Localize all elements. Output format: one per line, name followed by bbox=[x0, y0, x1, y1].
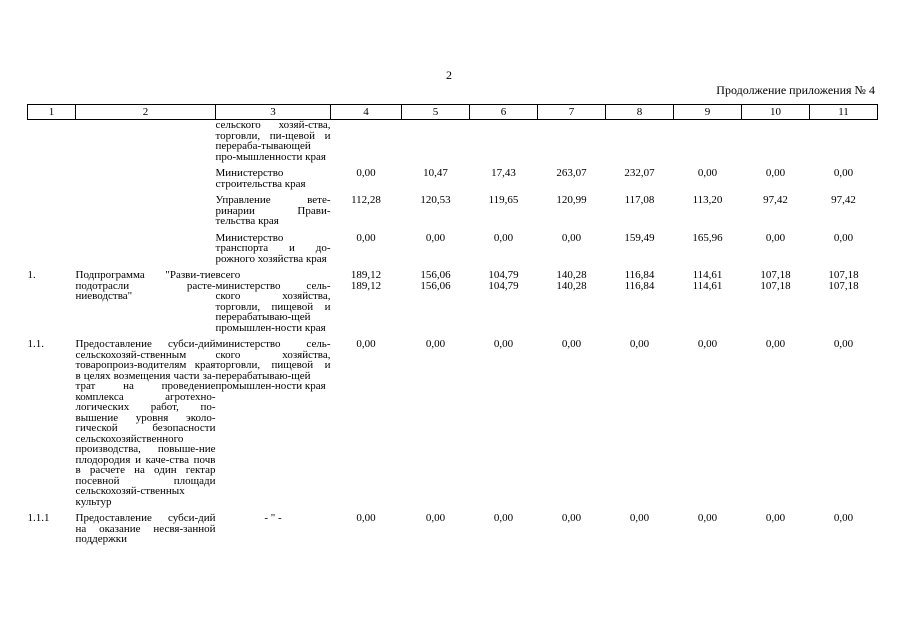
code-cell: 1.1.1 bbox=[27, 512, 50, 524]
column-number-row bbox=[28, 105, 878, 120]
value-cell: 107,18 bbox=[760, 269, 791, 281]
executor-cell: всего bbox=[215, 269, 241, 281]
value-cell: 107,18 bbox=[828, 269, 859, 281]
value-cell: 0,00 bbox=[493, 338, 514, 350]
table-row bbox=[28, 270, 878, 281]
value-cell: 0,00 bbox=[425, 512, 446, 524]
executor-cell: Министерство строительства края bbox=[215, 167, 306, 190]
value-cell: 0,00 bbox=[356, 167, 376, 179]
value-cell: 114,61 bbox=[692, 269, 723, 281]
value-cell: 0,00 bbox=[629, 338, 650, 350]
table-row bbox=[28, 339, 878, 507]
executor-cell: министерство сель-ского хозяйства, торговли, пищевой и перерабатываю-щей промышлен-ности края bbox=[215, 338, 331, 392]
value-cell: 107,18 bbox=[760, 279, 791, 292]
value-cell: 0,00 bbox=[697, 512, 718, 524]
value-cell: 263,07 bbox=[556, 167, 587, 179]
col-header-1: 1 bbox=[28, 105, 76, 120]
value-cell: 0,00 bbox=[697, 338, 718, 350]
value-cell: 0,00 bbox=[561, 512, 582, 524]
appendix-continuation: Продолжение приложения № 4 bbox=[716, 83, 875, 97]
value-cell: 0,00 bbox=[765, 231, 786, 244]
value-cell: 104,79 bbox=[488, 279, 519, 292]
name-cell: Предоставление субси-дий на оказание несвя-занной поддержки bbox=[75, 512, 216, 545]
code-cell: 1.1. bbox=[27, 338, 44, 350]
value-cell: 120,53 bbox=[420, 194, 451, 206]
value-cell: 0,00 bbox=[493, 231, 514, 244]
value-cell: 0,00 bbox=[561, 231, 582, 244]
col-header-10: 10 bbox=[742, 105, 810, 120]
value-cell: 0,00 bbox=[425, 231, 446, 244]
col-header-9: 9 bbox=[674, 105, 742, 120]
value-cell: 140,28 bbox=[556, 279, 587, 292]
value-cell: 10,47 bbox=[423, 167, 448, 179]
value-cell: 140,28 bbox=[556, 269, 587, 281]
col-header-5: 5 bbox=[402, 105, 470, 120]
value-cell: 0,00 bbox=[356, 231, 376, 244]
value-cell: 17,43 bbox=[491, 167, 516, 179]
col-header-11: 11 bbox=[810, 105, 878, 120]
col-header-2: 2 bbox=[76, 105, 216, 120]
col-header-4: 4 bbox=[331, 105, 402, 120]
value-cell: 0,00 bbox=[833, 338, 854, 350]
executor-cell: Министерство транспорта и до-рожного хозяйства края bbox=[215, 231, 331, 265]
value-cell: 0,00 bbox=[493, 512, 514, 524]
value-cell: 117,08 bbox=[624, 194, 655, 206]
executor-cell: сельского хозяй-ства, торговли, пи-щевой и перераба-тывающей про-мышленности края bbox=[215, 119, 331, 163]
value-cell: 0,00 bbox=[765, 512, 786, 524]
table-row bbox=[28, 120, 878, 163]
value-cell: 159,49 bbox=[624, 231, 655, 244]
value-cell: 0,00 bbox=[561, 338, 582, 350]
value-cell: 165,96 bbox=[692, 231, 723, 244]
value-cell: 116,84 bbox=[624, 279, 655, 292]
value-cell: 0,00 bbox=[833, 231, 854, 244]
col-header-7: 7 bbox=[538, 105, 606, 120]
col-header-8: 8 bbox=[606, 105, 674, 120]
value-cell: 0,00 bbox=[356, 338, 376, 350]
program-table bbox=[27, 104, 878, 545]
value-cell: 189,12 bbox=[350, 269, 382, 281]
value-cell: 114,61 bbox=[692, 279, 723, 292]
name-cell: Подпрограмма "Разви-тие подотрасли расте-ниеводства" bbox=[75, 269, 216, 302]
value-cell: 119,65 bbox=[488, 194, 519, 206]
executor-cell: Управление вете-ринарии Прави-тельства края bbox=[215, 194, 331, 227]
value-cell: 0,00 bbox=[833, 167, 854, 179]
value-cell: 116,84 bbox=[624, 269, 655, 281]
table-row bbox=[28, 195, 878, 227]
value-cell: 0,00 bbox=[765, 167, 786, 179]
col-header-6: 6 bbox=[470, 105, 538, 120]
value-cell: 97,42 bbox=[763, 194, 788, 206]
value-cell: 107,18 bbox=[828, 279, 859, 292]
value-cell: 232,07 bbox=[624, 167, 655, 179]
code-cell: 1. bbox=[27, 269, 36, 281]
name-cell: Предоставление субси-дий сельскохозяй-ственным товаропроиз-водителям края в целях возмещения части за-трат на проведение комплекса агротехно-логических работ, по-вышение уровня эколо-гической безопасности сельскохозяйственного производства, повыше-ние плодородия и каче-ства почв в расчете на один гектар посевной площади сельскохозяй-ственных культур bbox=[75, 338, 216, 508]
col-header-3: 3 bbox=[216, 105, 331, 120]
value-cell: 104,79 bbox=[488, 269, 519, 281]
executor-cell: министерство сель-ского хозяйства, торговли, пищевой и перерабатываю-щей промышлен-ности края bbox=[215, 279, 331, 334]
table-row bbox=[28, 168, 878, 189]
value-cell: 0,00 bbox=[833, 512, 854, 524]
value-cell: 97,42 bbox=[831, 194, 856, 206]
value-cell: 0,00 bbox=[765, 338, 786, 350]
value-cell: 113,20 bbox=[692, 194, 723, 206]
value-cell: 120,99 bbox=[556, 194, 587, 206]
value-cell: 112,28 bbox=[351, 194, 381, 206]
value-cell: 156,06 bbox=[420, 279, 451, 292]
value-cell: 0,00 bbox=[356, 512, 376, 524]
table-row bbox=[28, 513, 878, 545]
value-cell: 0,00 bbox=[425, 338, 446, 350]
executor-cell: - " - bbox=[264, 512, 282, 524]
value-cell: 0,00 bbox=[697, 167, 718, 179]
value-cell: 156,06 bbox=[420, 269, 451, 281]
value-cell: 189,12 bbox=[350, 279, 382, 292]
value-cell: 0,00 bbox=[629, 512, 650, 524]
table-row bbox=[28, 233, 878, 265]
page-number: 2 bbox=[446, 68, 452, 82]
